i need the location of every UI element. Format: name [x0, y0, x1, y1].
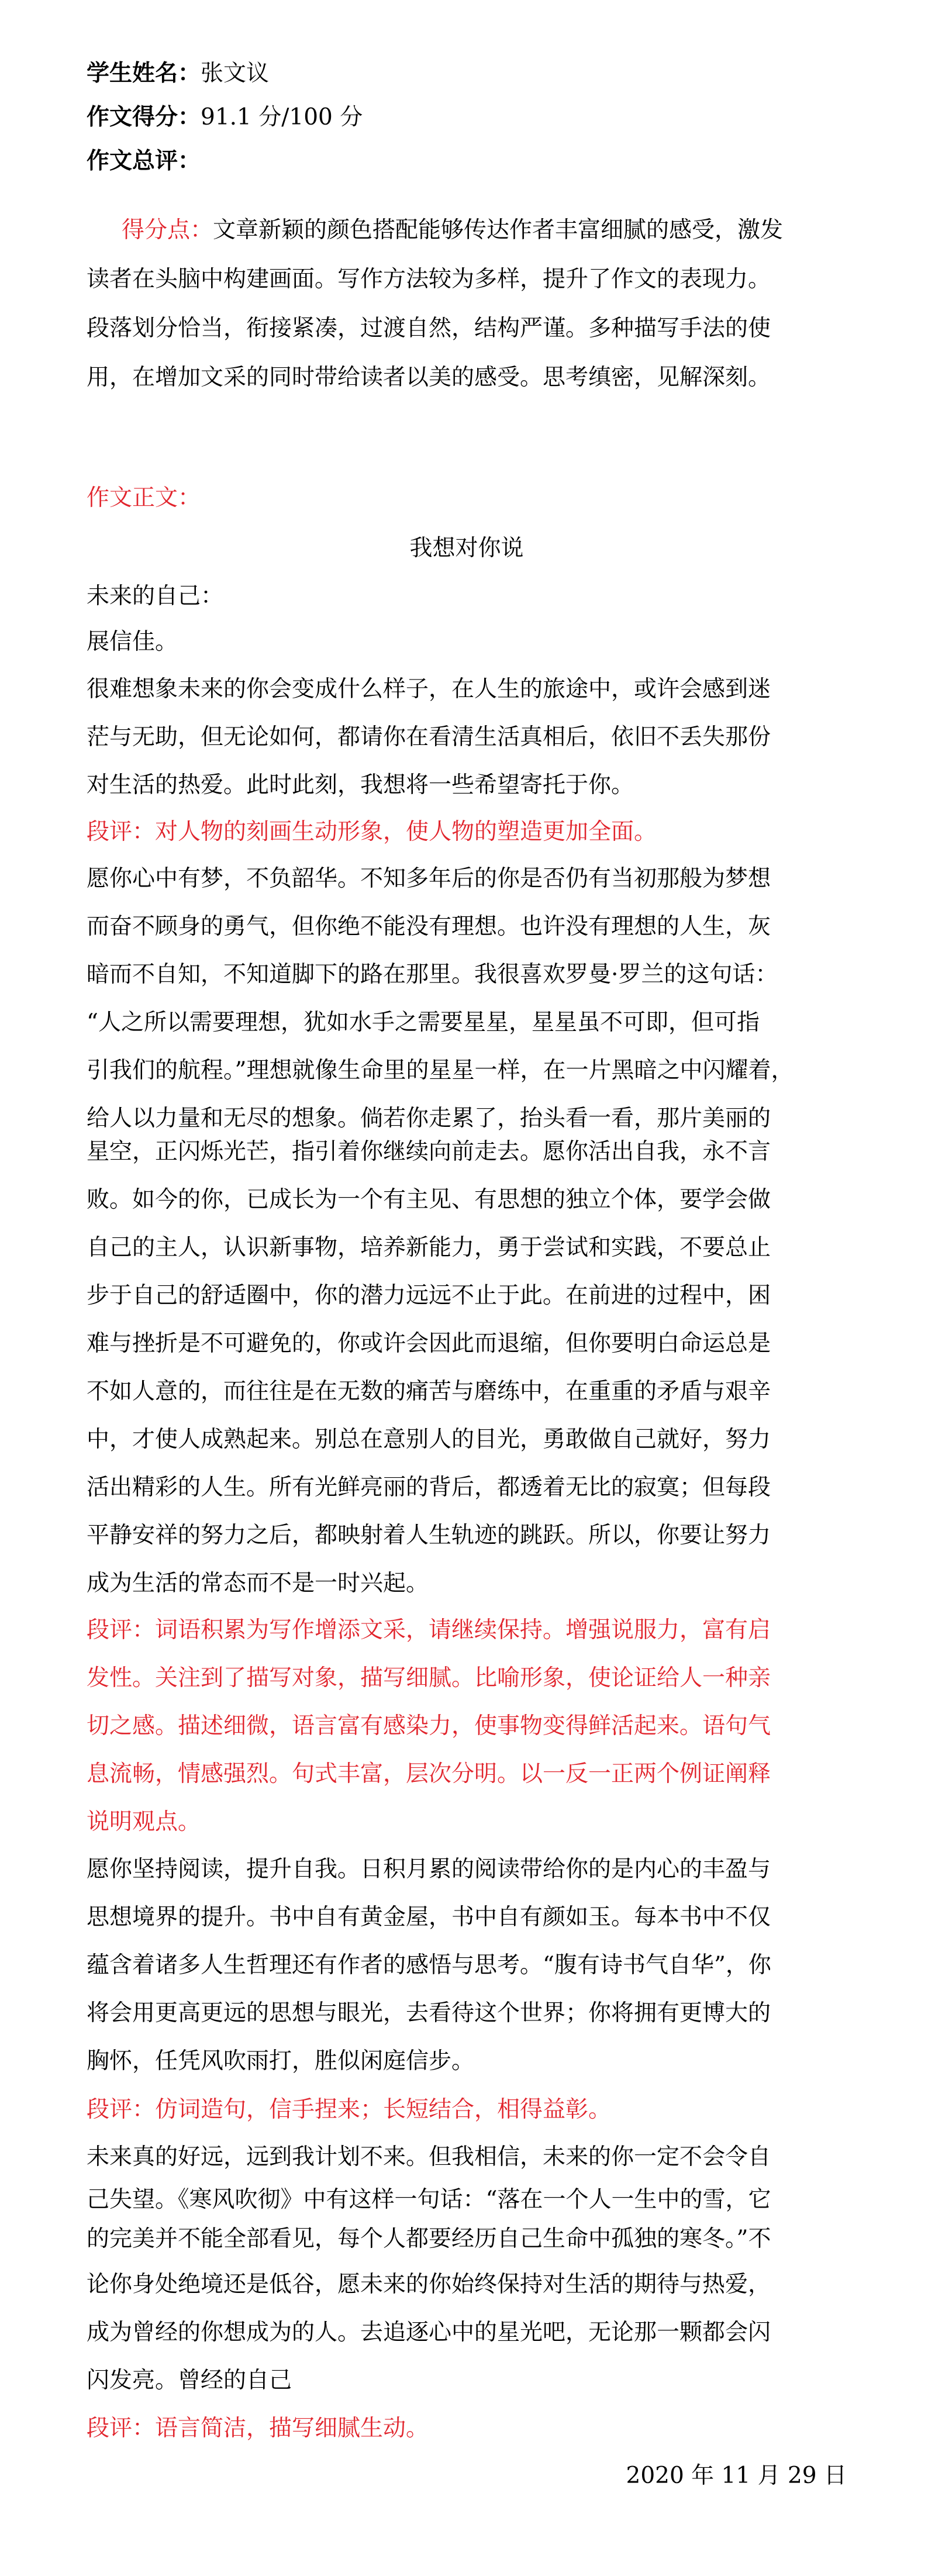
paragraph-line: 将会用更高更远的思想与眼光，去看待这个世界；你将拥有更博大的 — [87, 2000, 771, 2026]
paragraph-line: 引我们的航程。”理想就像生命里的星星一样，在一片黑暗之中闪耀着， — [87, 1057, 794, 1084]
score-value: 91.1 分/100 分 — [201, 104, 363, 130]
paragraph-line: 己失望。《寒风吹彻》中有这样一句话：“落在一个人一生中的雪，它 — [87, 2187, 771, 2213]
paragraph-comment: 段评：语言简洁，描写细腻生动。 — [87, 2415, 429, 2441]
paragraph-line: 中，才使人成熟起来。别总在意别人的目光，勇敢做自己就好，努力 — [87, 1426, 771, 1453]
paragraph-line: 平静安祥的努力之后，都映射着人生轨迹的跳跃。所以，你要让努力 — [87, 1522, 771, 1549]
student-name-label: 学生姓名： — [87, 60, 201, 87]
paragraph-line: 愿你心中有梦，不负韶华。不知多年后的你是否仍有当初那般为梦想 — [87, 865, 771, 892]
paragraph-line: 未来真的好远，远到我计划不来。但我相信，未来的你一定不会令自 — [87, 2144, 771, 2170]
paragraph-line: 的完美并不能全部看见，每个人都要经历自己生命中孤独的寒冬。”不 — [87, 2226, 771, 2252]
score-row — [87, 99, 363, 135]
paragraph-comment: 段评：词语积累为写作增添文采，请继续保持。增强说服力，富有启 — [87, 1617, 771, 1643]
paragraph-line: 愿你坚持阅读，提升自我。日积月累的阅读带给你的是内心的丰盈与 — [87, 1856, 771, 1882]
summary-line-1: 得分点：文章新颖的颜色搭配能够传达作者丰富细腻的感受，激发 — [122, 217, 784, 243]
paragraph-line: 给人以力量和无尽的想象。倘若你走累了，抬头看一看，那片美丽的 — [87, 1105, 771, 1132]
paragraph-comment: 切之感。描述细微，语言富有感染力，使事物变得鲜活起来。语句气 — [87, 1713, 771, 1739]
paragraph-line: 败。如今的你，已成长为一个有主见、有思想的独立个体，要学会做 — [87, 1187, 771, 1213]
summary-line-3: 段落划分恰当，衔接紧凑，过渡自然，结构严谨。多种描写手法的使 — [87, 315, 771, 342]
paragraph-line: 思想境界的提升。书中自有黄金屋，书中自有颜如玉。每本书中不仅 — [87, 1904, 771, 1930]
paragraph-line: 成为曾经的你想成为的人。去追逐心中的星光吧，无论那一颗都会闪 — [87, 2319, 771, 2346]
paragraph-line: 难与挫折是不可避免的，你或许会因此而退缩，但你要明白命运总是 — [87, 1330, 771, 1357]
essay-label: 作文正文： — [87, 485, 201, 511]
overall-comment-label: 作文总评： — [87, 147, 201, 174]
paragraph-comment: 说明观点。 — [87, 1809, 201, 1835]
paragraph-line: 成为生活的常态而不是一时兴起。 — [87, 1570, 429, 1596]
student-name-value: 张文议 — [201, 60, 270, 87]
paragraph-line: 而奋不顾身的勇气，但你绝不能没有理想。也许没有理想的人生，灰 — [87, 913, 771, 940]
paragraph-comment: 息流畅，情感强烈。句式丰富，层次分明。以一反一正两个例证阐释 — [87, 1761, 771, 1787]
paragraph-line: “人之所以需要理想，犹如水手之需要星星，星星虽不可即，但可指 — [87, 1009, 760, 1036]
paragraph-line: 自己的主人，认识新事物，培养新能力，勇于尝试和实践，不要总止 — [87, 1234, 771, 1261]
paragraph-line: 暗而不自知，不知道脚下的路在那里。我很喜欢罗曼·罗兰的这句话： — [87, 961, 778, 988]
greeting: 展信佳。 — [87, 629, 178, 655]
score-points-label: 得分点： — [122, 217, 213, 243]
paragraph-line: 胸怀，任凭风吹雨打，胜似闲庭信步。 — [87, 2048, 475, 2074]
essay-title: 我想对你说 — [409, 535, 524, 561]
essay-date: 2020 年 11 月 29 日 — [626, 2463, 847, 2489]
paragraph-comment: 发性。关注到了描写对象，描写细腻。比喻形象，使论证给人一种亲 — [87, 1665, 771, 1691]
paragraph-line: 蕴含着诸多人生哲理还有作者的感悟与思考。“腹有诗书气自华”，你 — [87, 1952, 771, 1978]
paragraph-comment: 段评：对人物的刻画生动形象，使人物的塑造更加全面。 — [87, 819, 657, 845]
paragraph-comment: 段评：仿词造句，信手捏来；长短结合，相得益彰。 — [87, 2096, 612, 2123]
salutation: 未来的自己： — [87, 583, 224, 609]
summary-line-4: 用，在增加文采的同时带给读者以美的感受。思考缜密，见解深刻。 — [87, 364, 771, 391]
paragraph-line: 茫与无助，但无论如何，都请你在看清生活真相后，依旧不丢失那份 — [87, 724, 771, 750]
paragraph-line: 星空，正闪烁光芒，指引着你继续向前走去。愿你活出自我，永不言 — [87, 1139, 771, 1165]
paragraph-line: 对生活的热爱。此时此刻，我想将一些希望寄托于你。 — [87, 772, 634, 798]
paragraph-line: 活出精彩的人生。所有光鲜亮丽的背后，都透着无比的寂寞；但每段 — [87, 1474, 771, 1501]
paragraph-line: 不如人意的，而往往是在无数的痛苦与磨练中，在重重的矛盾与艰辛 — [87, 1378, 771, 1405]
paragraph-line: 步于自己的舒适圈中，你的潜力远远不止于此。在前进的过程中，困 — [87, 1282, 771, 1309]
paragraph-line: 很难想象未来的你会变成什么样子，在人生的旅途中，或许会感到迷 — [87, 676, 771, 702]
score-label: 作文得分： — [87, 104, 201, 130]
student-name-row — [87, 56, 269, 91]
paragraph-line: 闪发亮。曾经的自己 — [87, 2367, 292, 2394]
paragraph-line: 论你身处绝境还是低谷，愿未来的你始终保持对生活的期待与热爱， — [87, 2271, 771, 2298]
summary-line-2: 读者在头脑中构建画面。写作方法较为多样，提升了作文的表现力。 — [87, 266, 771, 292]
